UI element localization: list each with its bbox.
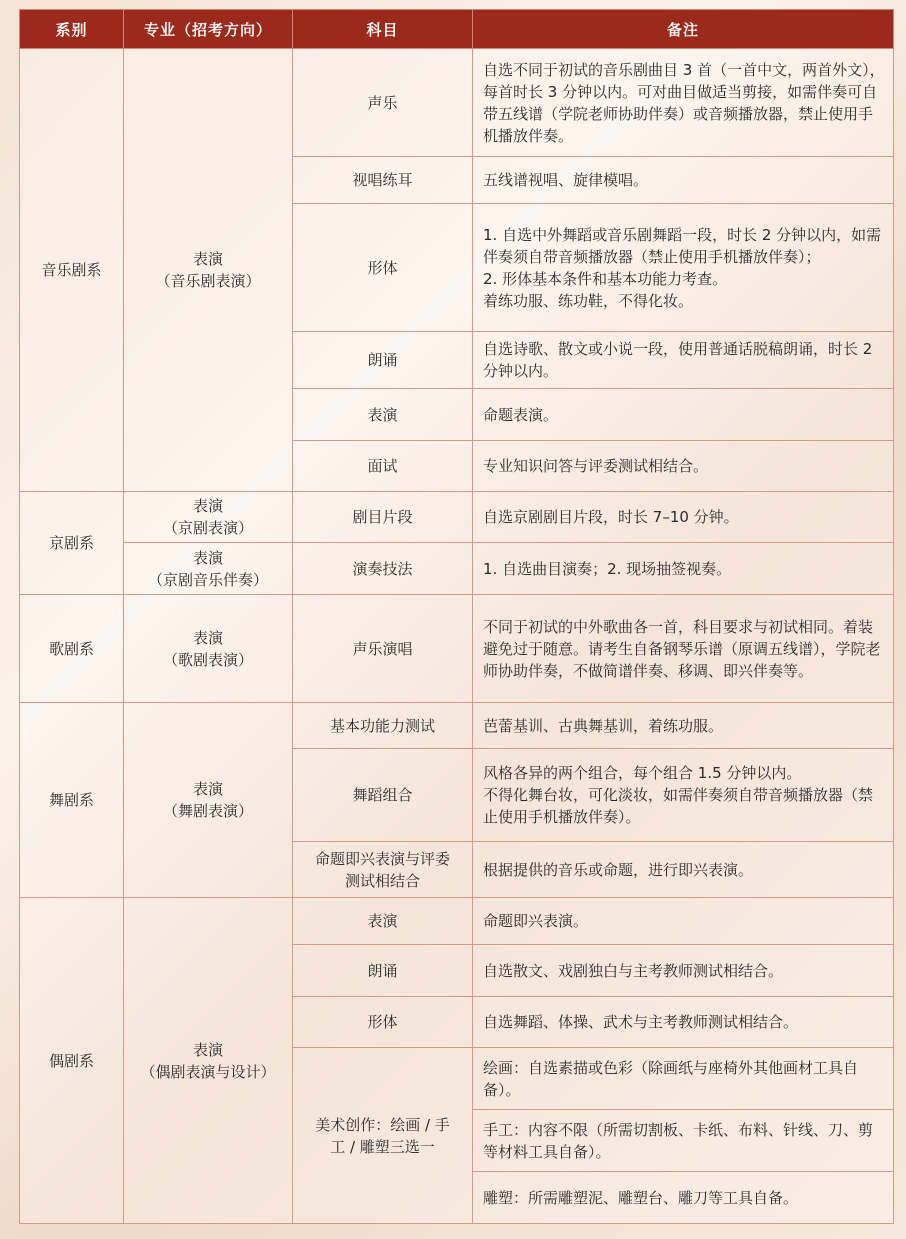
subject-cell: 美术创作：绘画 / 手 工 / 雕塑三选一 xyxy=(293,1048,473,1224)
note-cell: 手工：内容不限（所需切割板、卡纸、布料、针线、刀、剪等材料工具自备）。 xyxy=(473,1110,894,1172)
note-cell: 自选诗歌、散文或小说一段，使用普通话脱稿朗诵，时长 2 分钟以内。 xyxy=(473,332,894,389)
note-cell: 根据提供的音乐或命题，进行即兴表演。 xyxy=(473,842,894,898)
header-row xyxy=(20,10,894,49)
note-cell: 1. 自选中外舞蹈或音乐剧舞蹈一段，时长 2 分钟以内，如需伴奏须自带音频播放器（禁止使用手机播放伴奏）； 2. 形体基本条件和基本功能力考查。 着练功服、练功鞋，不得化妆。 xyxy=(473,204,894,332)
header-note: 备注 xyxy=(473,10,894,49)
major-puppet: 表演 （偶剧表演与设计） xyxy=(124,898,293,1224)
subject-cell: 朗诵 xyxy=(293,332,473,389)
table-row xyxy=(20,492,894,543)
major-peking-accompaniment: 表演 （京剧音乐伴奏） xyxy=(124,543,293,595)
header-major: 专业（招考方向） xyxy=(124,10,293,49)
note-cell: 雕塑：所需雕塑泥、雕塑台、雕刀等工具自备。 xyxy=(473,1172,894,1224)
note-cell: 芭蕾基训、古典舞基训，着练功服。 xyxy=(473,703,894,749)
header-dept: 系别 xyxy=(20,10,124,49)
dept-musical: 音乐剧系 xyxy=(20,49,124,492)
major-musical: 表演 （音乐剧表演） xyxy=(124,49,293,492)
major-peking-performance: 表演 （京剧表演） xyxy=(124,492,293,543)
subject-cell: 表演 xyxy=(293,898,473,945)
table-row xyxy=(20,703,894,749)
subject-cell: 剧目片段 xyxy=(293,492,473,543)
table-row xyxy=(20,49,894,157)
dept-puppet: 偶剧系 xyxy=(20,898,124,1224)
note-cell: 自选舞蹈、体操、武术与主考教师测试相结合。 xyxy=(473,997,894,1048)
note-cell: 专业知识问答与评委测试相结合。 xyxy=(473,441,894,492)
subject-cell: 表演 xyxy=(293,389,473,441)
subject-cell: 命题即兴表演与评委 测试相结合 xyxy=(293,842,473,898)
note-cell: 风格各异的两个组合，每个组合 1.5 分钟以内。 不得化舞台妆，可化淡妆，如需伴奏须自带音频播放器（禁止使用手机播放伴奏）。 xyxy=(473,749,894,842)
major-opera: 表演 （歌剧表演） xyxy=(124,595,293,703)
subject-cell: 形体 xyxy=(293,204,473,332)
subject-cell: 演奏技法 xyxy=(293,543,473,595)
subject-cell: 声乐 xyxy=(293,49,473,157)
note-cell: 命题表演。 xyxy=(473,389,894,441)
note-cell: 自选不同于初试的音乐剧曲目 3 首（一首中文，两首外文），每首时长 3 分钟以内。可对曲目做适当剪接，如需伴奏可自带五线谱（学院老师协助伴奏）或音频播放器，禁止使用手机播放伴奏。 xyxy=(473,49,894,157)
table-row xyxy=(20,898,894,945)
subject-cell: 朗诵 xyxy=(293,945,473,997)
note-cell: 绘画：自选素描或色彩（除画纸与座椅外其他画材工具自备）。 xyxy=(473,1048,894,1110)
table-row xyxy=(20,543,894,595)
subject-cell: 视唱练耳 xyxy=(293,157,473,204)
note-cell: 1. 自选曲目演奏；2. 现场抽签视奏。 xyxy=(473,543,894,595)
dept-peking: 京剧系 xyxy=(20,492,124,595)
note-cell: 自选京剧剧目片段，时长 7–10 分钟。 xyxy=(473,492,894,543)
table-row xyxy=(20,595,894,703)
note-cell: 不同于初试的中外歌曲各一首，科目要求与初试相同。着装避免过于随意。请考生自备钢琴乐谱（原调五线谱），学院老师协助伴奏，不做简谱伴奏、移调、即兴伴奏等。 xyxy=(473,595,894,703)
dept-dance: 舞剧系 xyxy=(20,703,124,898)
major-dance: 表演 （舞剧表演） xyxy=(124,703,293,898)
admission-table xyxy=(19,9,894,1224)
subject-cell: 基本功能力测试 xyxy=(293,703,473,749)
admission-table-wrapper xyxy=(19,9,893,1224)
subject-cell: 声乐演唱 xyxy=(293,595,473,703)
note-cell: 命题即兴表演。 xyxy=(473,898,894,945)
note-cell: 五线谱视唱、旋律模唱。 xyxy=(473,157,894,204)
dept-opera: 歌剧系 xyxy=(20,595,124,703)
subject-cell: 面试 xyxy=(293,441,473,492)
header-subject: 科目 xyxy=(293,10,473,49)
note-cell: 自选散文、戏剧独白与主考教师测试相结合。 xyxy=(473,945,894,997)
subject-cell: 舞蹈组合 xyxy=(293,749,473,842)
subject-cell: 形体 xyxy=(293,997,473,1048)
